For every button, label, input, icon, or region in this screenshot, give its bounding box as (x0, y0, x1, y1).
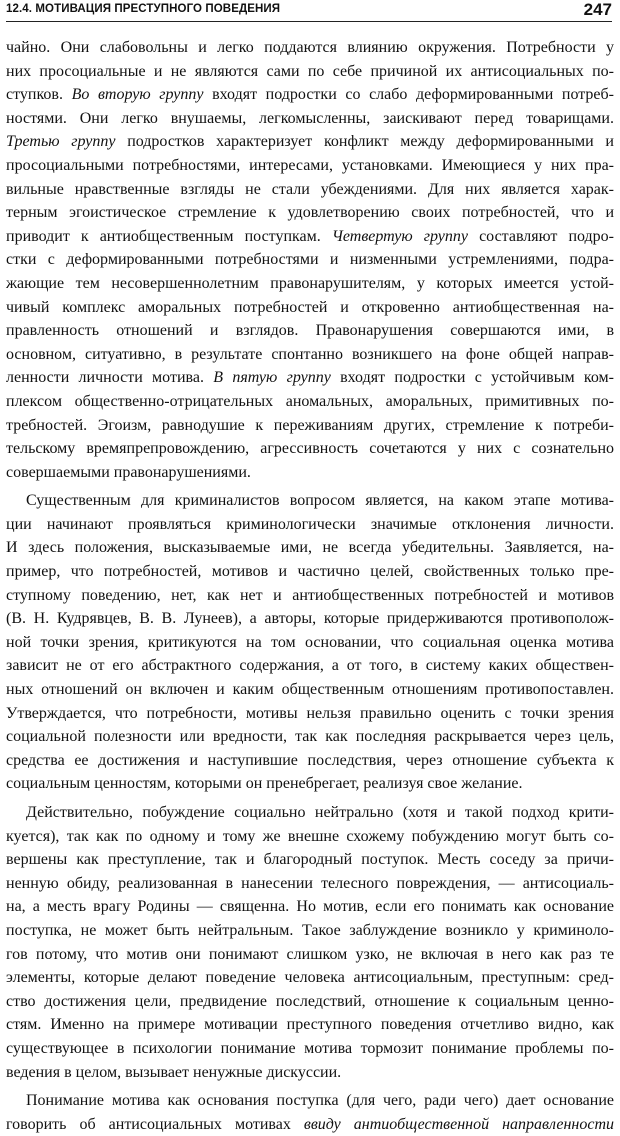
paragraph (6, 1089, 614, 1136)
text-line (6, 225, 614, 249)
paragraph (6, 489, 614, 796)
text-segment: ство достижения цели, предвидение последствий, отношение к социальным ценно- (6, 992, 614, 1010)
text-segment: правленность отношений и взглядов. Правонарушения совершаются ими, в (6, 322, 614, 340)
text-segment: Понимание мотива как основания поступка (для чего, ради чего) дает основание (26, 1092, 614, 1110)
text-line (6, 107, 614, 131)
text-line (6, 513, 614, 537)
italic-term: В пятую группу (213, 369, 331, 387)
text-segment: Действительно, побуждение социально нейтрально (хотя и такой подход крити- (26, 804, 614, 821)
text-segment: совершаемыми правонарушениями. (6, 463, 251, 481)
text-line (6, 154, 614, 178)
text-line (6, 749, 614, 773)
text-line (6, 489, 614, 513)
italic-term: Третью группу (6, 133, 116, 151)
text-line (6, 725, 614, 749)
text-line (6, 83, 614, 107)
text-line (6, 702, 614, 726)
text-segment: чивый комплекс аморальных потребностей и откровенно антиобщественная на- (6, 298, 614, 316)
text-segment: социальным ценностям, которыми он пренебрегает, реализуя свое желание. (6, 775, 523, 793)
text-segment: них просоциальные и не являются сами по себе причиной их антисоциальных по- (6, 62, 614, 80)
text-line (6, 319, 614, 343)
text-line (6, 919, 614, 943)
paragraph (6, 801, 614, 1084)
text-line (6, 560, 614, 584)
text-segment: приводит к антиобщественным поступкам. (6, 227, 332, 245)
text-segment: Существенным для криминалистов вопросом является, на каком этапе мотива- (26, 492, 614, 510)
text-line (6, 60, 614, 84)
text-segment: просоциальными потребностями, интересами, установками. Имеющиеся у них пра- (6, 156, 614, 174)
text-segment: ленности личности мотива. (6, 369, 214, 387)
text-line (6, 201, 614, 225)
italic-term: ввиду антиобщественной направленности (303, 1115, 614, 1133)
text-segment: требностей. Эгоизм, равнодушие к переживаниям других, стремление к потреби- (6, 416, 614, 434)
text-line (6, 654, 614, 678)
text-segment: поступка, не может быть нейтральным. Такое заблуждение возникло у криминоло- (6, 921, 614, 939)
text-segment: тельскому времяпрепровождению, агрессивность сочетаются у них с сознательно (6, 440, 614, 458)
paragraph (6, 36, 614, 484)
running-head: 12.4. МОТИВАЦИЯ ПРЕСТУПНОГО ПОВЕДЕНИЯ (6, 3, 281, 15)
text-line (6, 1061, 614, 1085)
text-segment: плексом общественно-отрицательных аномальных, аморальных, примитивных по- (6, 392, 614, 410)
text-line (6, 872, 614, 896)
text-line (6, 1037, 614, 1061)
text-segment: ведения в целом, вызывает ненужные дискуссии. (6, 1063, 342, 1081)
text-segment: на, а месть врагу Родины — священна. Но мотив, если его понимать как основание (6, 898, 614, 916)
text-line (6, 943, 614, 967)
text-segment: куется), так как по одному и тому же внешне схожему побуждению могут быть со- (6, 827, 614, 845)
text-segment: Утверждается, что потребности, мотивы нельзя правильно оценить с точки зрения (6, 704, 614, 722)
text-segment: элементы, которые делают поведение человека антисоциальным, преступным: сред- (6, 969, 614, 987)
text-segment: вильные нравственные взгляды не стали убеждениями. Для них является харак- (6, 180, 614, 198)
italic-term: Четвертую группу (331, 227, 468, 245)
text-line (6, 678, 614, 702)
header-rule (6, 21, 612, 22)
text-segment: говорить об антисоциальных мотивах (6, 1115, 304, 1133)
text-line (6, 966, 614, 990)
text-segment: социальной полезности или вредности, так как последняя раскрывается через цель, (6, 728, 614, 746)
text-segment: ступному поведению, нет, как нет и антиобщественных потребностей и мотивов (6, 586, 614, 604)
text-segment: основном, ситуативно, в результате спонтанно возникшего на фоне общей направ- (6, 345, 614, 363)
text-segment: гов потому, что мотив они понимают слишком узко, не включая в него как раз те (6, 945, 614, 963)
text-line (6, 461, 614, 485)
text-segment: входят подростки с устойчивым ком- (330, 369, 615, 387)
text-line (6, 1013, 614, 1037)
text-line (6, 607, 614, 631)
page-number: 247 (583, 0, 612, 19)
text-line (6, 1089, 614, 1113)
text-line (6, 36, 614, 60)
text-segment: зависит не от его абстрактного содержания, а от того, в систему каких обществен- (6, 657, 614, 675)
text-segment: стям. Именно на примере мотивации преступного поведения отчетливо видно, как (6, 1016, 614, 1034)
text-segment: подростков характеризует конфликт между деформированными и (115, 133, 614, 151)
text-line (6, 343, 614, 367)
text-segment: жающие тем несовершеннолетним правонарушителям, у которых имеется устой- (6, 274, 614, 292)
text-line (6, 990, 614, 1014)
text-segment: (В. Н. Кудрявцев, В. В. Лунеев), а авторы, которые придерживаются противополож- (6, 610, 614, 628)
text-segment: вершены как преступление, так и благородный поступок. Месть соседу за причи- (6, 851, 614, 869)
text-line (6, 772, 614, 796)
text-segment: И здесь положения, высказываемые ими, не всегда убедительны. Заявляется, на- (6, 539, 614, 557)
text-line (6, 414, 614, 438)
text-segment: ной точки зрения, критикуются на том основании, что социальная оценка мотива (6, 633, 614, 651)
text-segment: стки с деформированными потребностями и низменными устремлениями, подра- (6, 251, 614, 269)
text-line (6, 130, 614, 154)
text-segment: ных отношений он включен и каким общественным отношениям противопоставлен. (6, 681, 614, 699)
text-segment: существующее в психологии понимание мотива тормозит понимание проблемы по- (6, 1039, 614, 1057)
text-line (6, 272, 614, 296)
italic-term: Во вторую группу (71, 86, 204, 104)
text-line (6, 437, 614, 461)
text-segment: терным эгоистическое стремление к удовлетворению своих потребностей, что и (6, 204, 614, 222)
body-text (6, 36, 614, 1136)
text-segment: чайно. Они слабовольны и легко поддаются влиянию окружения. Потребности у (6, 39, 614, 56)
text-line (6, 536, 614, 560)
text-line (6, 584, 614, 608)
text-line (6, 825, 614, 849)
text-line (6, 296, 614, 320)
text-line (6, 895, 614, 919)
text-line (6, 631, 614, 655)
page-header (6, 0, 612, 28)
text-line (6, 1113, 614, 1136)
text-segment: ции начинают проявляться криминологически значимые отклонения личности. (6, 515, 614, 533)
text-line (6, 390, 614, 414)
text-line (6, 366, 614, 390)
text-line (6, 248, 614, 272)
text-line (6, 801, 614, 825)
text-segment: ступков. (6, 86, 72, 104)
text-segment: входят подростки со слабо деформированными потреб- (203, 86, 614, 104)
text-segment: ностями. Они легко внушаемы, легкомысленны, заискивают перед товарищами. (6, 109, 614, 127)
text-segment: ненную обиду, реализованная в нанесении телесного повреждения, — антисоциаль- (6, 874, 614, 892)
text-segment: пример, что потребностей, мотивов и частично целей, свойственных только пре- (6, 563, 614, 581)
text-segment: составляют подро- (468, 227, 615, 245)
text-line (6, 178, 614, 202)
text-segment: средства ее достижения и наступившие последствия, через отношение субъекта к (6, 751, 614, 769)
text-line (6, 848, 614, 872)
